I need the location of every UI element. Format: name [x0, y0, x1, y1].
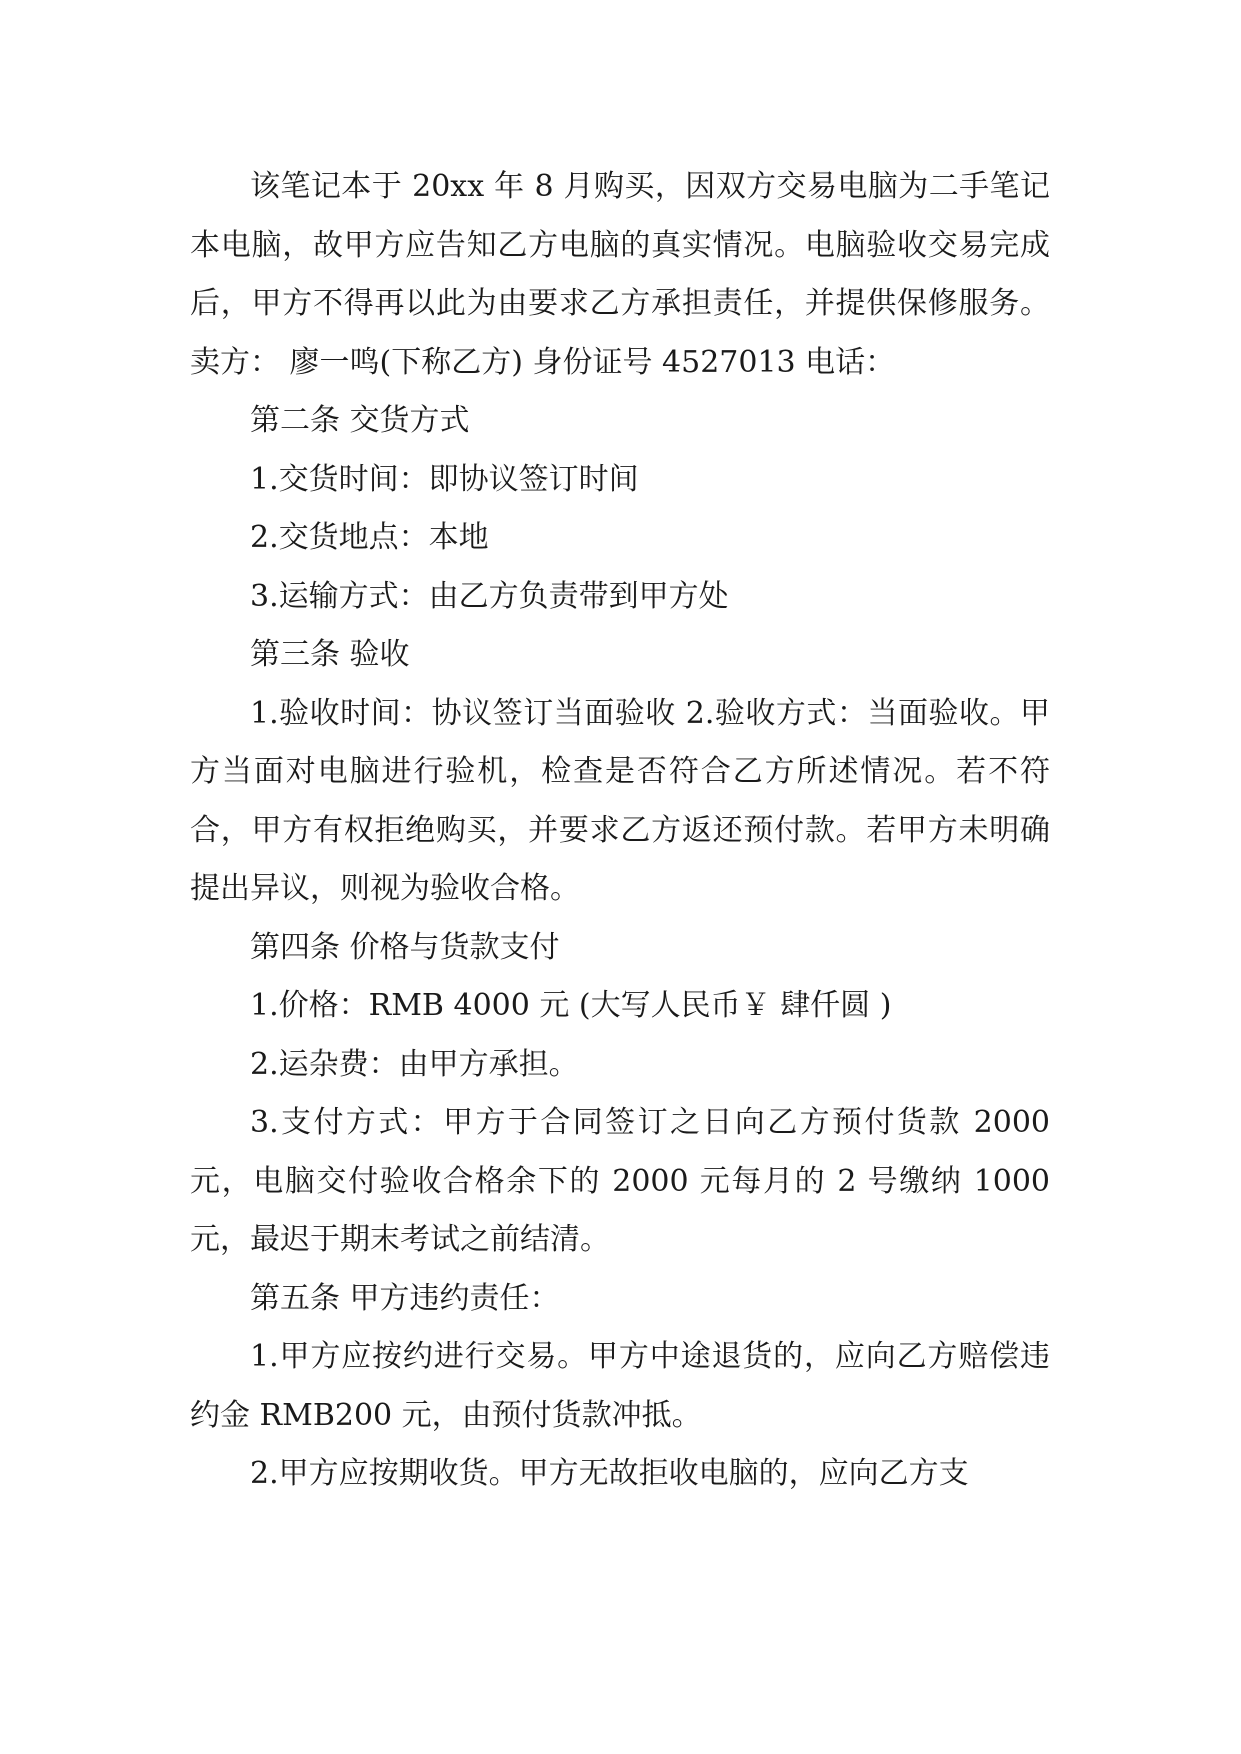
paragraph-purchase-info: 该笔记本于 20xx 年 8 月购买，因双方交易电脑为二手笔记本电脑，故甲方应告知乙方电脑的真实情况。电脑验收交易完成后，甲方不得再以此为由要求乙方承担责任，并提供保修服务。 卖方： 廖一鸣(下称乙方) 身份证号 4527013 电话： — [190, 169, 1050, 380]
heading-article-2: 第二条 交货方式 — [250, 403, 470, 438]
heading-article-3: 第三条 验收 — [250, 637, 410, 672]
clause-price: 1.价格：RMB 4000 元 (大写人民币￥ 肆仟圆 ) — [250, 988, 892, 1023]
clause-delivery-place: 2.交货地点：本地 — [250, 520, 489, 555]
heading-article-5: 第五条 甲方违约责任： — [250, 1280, 560, 1316]
clause-return-penalty: 1.甲方应按约进行交易。甲方中途退货的，应向乙方赔偿违约金 RMB200 元，由预付货款冲抵。 — [190, 1339, 1050, 1433]
clause-shipping-fee: 2.运杂费：由甲方承担。 — [250, 1046, 579, 1082]
clause-receipt-obligation: 2.甲方应按期收货。甲方无故拒收电脑的，应向乙方支 — [250, 1456, 969, 1491]
clause-delivery-time: 1.交货时间：即协议签订时间 — [250, 461, 639, 497]
document-body — [190, 158, 1050, 1504]
clause-inspection: 1.验收时间：协议签订当面验收 2.验收方式：当面验收。甲方当面对电脑进行验机，检查是否符合乙方所述情况。若不符合，甲方有权拒绝购买，并要求乙方返还预付款。若甲方未明确提出异议，则视为验收合格。 — [190, 695, 1050, 906]
clause-payment-method: 3.支付方式：甲方于合同签订之日向乙方预付货款 2000 元，电脑交付验收合格余下的 2000 元每月的 2 号缴纳 1000 元，最迟于期末考试之前结清。 — [190, 1105, 1050, 1257]
clause-transport-method: 3.运输方式：由乙方负责带到甲方处 — [250, 578, 729, 614]
heading-article-4: 第四条 价格与货款支付 — [250, 929, 560, 965]
